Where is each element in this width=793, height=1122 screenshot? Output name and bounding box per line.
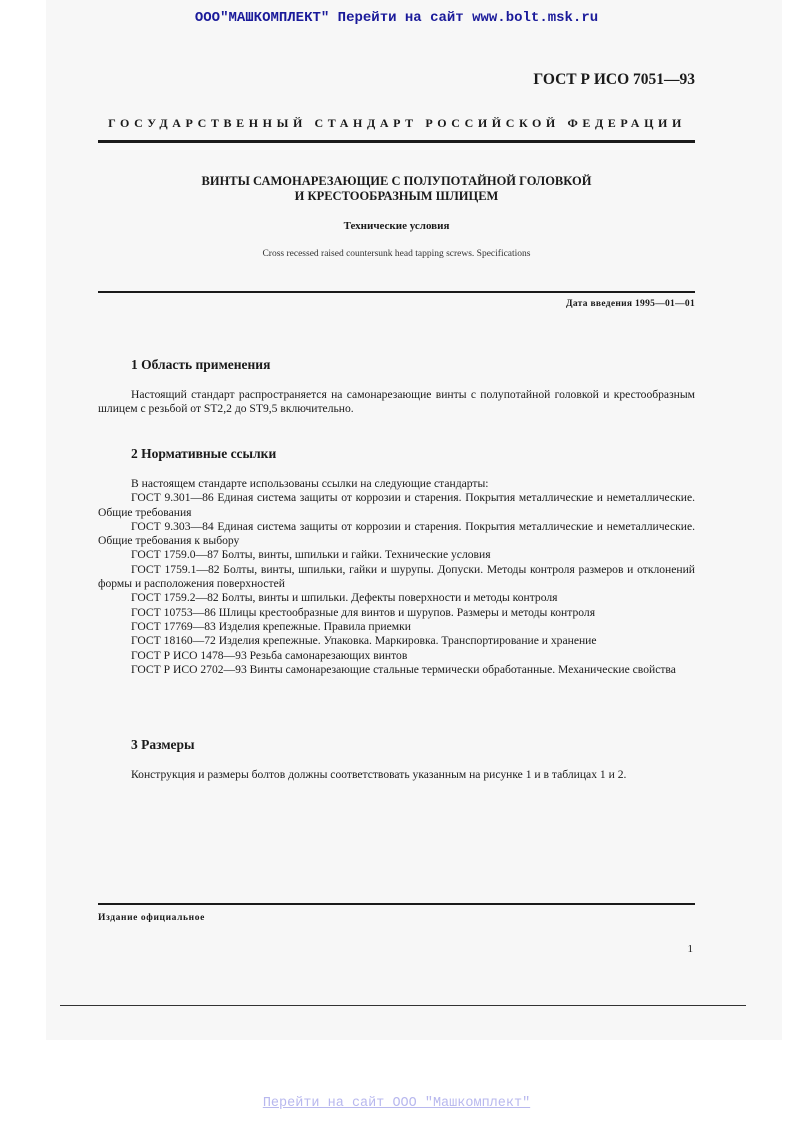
reference-item: ГОСТ Р ИСО 2702—93 Винты самонарезающие стальные термически обработанные. Механические свойства xyxy=(131,662,676,676)
reference-item: ГОСТ 1759.1—82 Болты, винты, шпильки, гайки и шурупы. Допуски. Методы контроля размеров и отклонений формы и расположения поверхностей xyxy=(98,562,695,591)
reference-item: ГОСТ 9.301—86 Единая система защиты от коррозии и старения. Покрытия металлические и неметаллические. Общие требования xyxy=(98,491,695,519)
footer-rule xyxy=(98,903,695,905)
state-standard-banner: ГОСУДАРСТВЕННЫЙ СТАНДАРТ РОССИЙСКОЙ ФЕДЕРАЦИИ xyxy=(108,116,686,130)
reference-item: ГОСТ 17769—83 Изделия крепежные. Правила приемки xyxy=(131,619,411,633)
page-bottom-line xyxy=(60,1005,746,1006)
english-title: Cross recessed raised countersunk head tapping screws. Specifications xyxy=(262,249,531,259)
document-title xyxy=(98,174,695,204)
reference-item: ГОСТ 1759.2—82 Болты, винты и шпильки. Дефекты поверхности и методы контроля xyxy=(131,591,558,605)
document-number: ГОСТ Р ИСО 7051—93 xyxy=(533,71,695,88)
title-line-1: ВИНТЫ САМОНАРЕЗАЮЩИЕ С ПОЛУПОТАЙНОЙ ГОЛОВКОЙ xyxy=(201,174,592,188)
page-number: 1 xyxy=(687,943,693,955)
document-subtitle: Технические условия xyxy=(343,220,450,232)
section-1-heading: 1 Область применения xyxy=(131,357,271,372)
reference-item: ГОСТ 18160—72 Изделия крепежные. Упаковка. Маркировка. Транспортирование и хранение xyxy=(131,634,597,648)
title-rule xyxy=(98,291,695,293)
section-3-heading: 3 Размеры xyxy=(131,737,195,752)
section-1-text xyxy=(98,388,695,417)
paragraph: Настоящий стандарт распространяется на самонарезающие винты с полупотайной головкой и крестообразным шлицем с резьбой от ST2,2 до ST9,5 включительно. xyxy=(98,388,695,416)
reference-item: ГОСТ Р ИСО 1478—93 Резьба самонарезающих винтов xyxy=(131,648,408,662)
reference-item: ГОСТ 9.303—84 Единая система защиты от коррозии и старения. Покрытия металлические и неметаллические. Общие требования к выбору xyxy=(98,519,695,548)
paragraph: Конструкция и размеры болтов должны соответствовать указанным на рисунке 1 и в таблицах 1 и 2. xyxy=(131,768,627,781)
site-link-footer[interactable]: Перейти на сайт ООО "Машкомплект" xyxy=(262,1096,531,1111)
intro-date: Дата введения 1995—01—01 xyxy=(566,299,695,309)
site-link-header[interactable]: ООО"МАШКОМПЛЕКТ" Перейти на сайт www.bolt.msk.ru xyxy=(194,10,599,26)
reference-item: ГОСТ 1759.0—87 Болты, винты, шпильки и гайки. Технические условия xyxy=(131,548,491,562)
title-line-2: И КРЕСТООБРАЗНЫМ ШЛИЦЕМ xyxy=(294,189,499,203)
references-intro: В настоящем стандарте использованы ссылки на следующие стандарты: xyxy=(131,477,489,490)
top-rule xyxy=(98,140,695,143)
section-2-references xyxy=(98,477,695,677)
edition-note: Издание официальное xyxy=(98,913,205,923)
reference-item: ГОСТ 10753—86 Шлицы крестообразные для винтов и шурупов. Размеры и методы контроля xyxy=(131,605,596,619)
section-2-heading: 2 Нормативные ссылки xyxy=(131,446,277,461)
section-3-text xyxy=(98,768,695,782)
